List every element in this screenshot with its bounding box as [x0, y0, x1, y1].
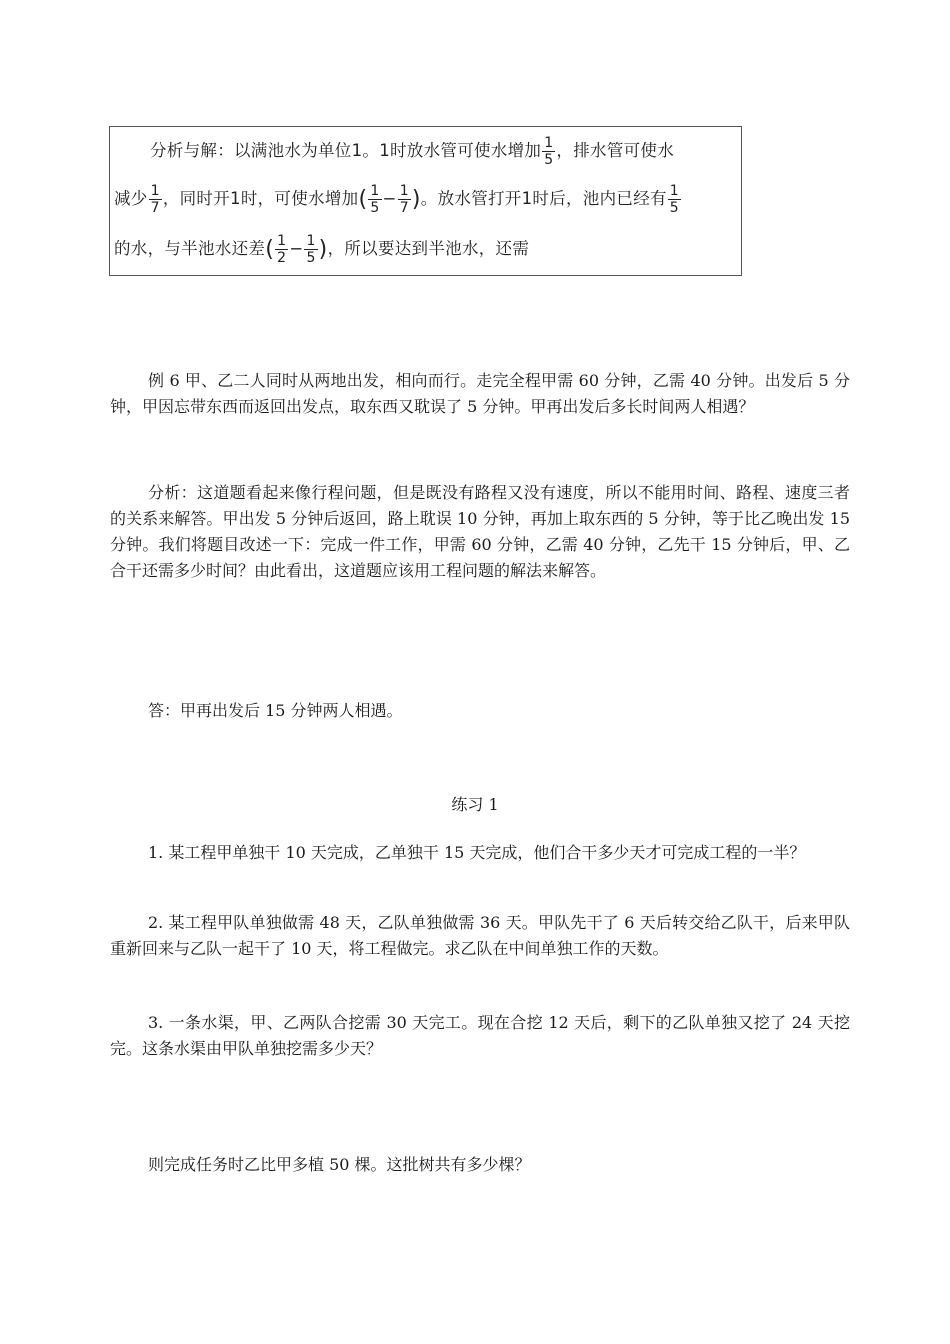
- exercise-title: 练习 1: [451, 795, 499, 814]
- denominator: 7: [150, 200, 160, 216]
- fraction: [668, 183, 681, 216]
- analysis-paragraph: 分析：这道题看起来像行程问题，但是既没有路程又没有速度，所以不能用时间、路程、速度三者的关系来解答。甲出发 5 分钟后返回，路上耽误 10 分钟，再加上取东西的 5 分钟，等于比乙晚出发 15 分钟。我们将题目改述一下：完成一件工作，甲需 60 分钟，乙需 40 分钟，乙先干 15 分钟后，甲、乙合干还需多少时间？由此看出，这道题应该用工程问题的解法来解答。: [110, 483, 850, 580]
- numerator: 1: [150, 183, 160, 199]
- denominator: 7: [399, 200, 409, 216]
- fraction: [304, 233, 317, 266]
- paren-open: (: [265, 237, 275, 262]
- minus-sign: −: [382, 189, 397, 208]
- fraction: [542, 135, 555, 168]
- numerator: 1: [669, 183, 680, 199]
- denominator: 5: [306, 250, 316, 266]
- fraction: [398, 183, 411, 216]
- fraction: [368, 183, 381, 216]
- paren-open: (: [358, 187, 368, 212]
- box-line-1: [150, 135, 674, 168]
- answer-paragraph: 答：甲再出发后 15 分钟两人相遇。: [148, 701, 403, 720]
- question-2: 2. 某工程甲队单独做需 48 天，乙队单独做需 36 天。甲队先干了 6 天后转交给乙队干，后来甲队重新回来与乙队一起干了 10 天，将工程做完。求乙队在中间单独工作的天数。: [110, 913, 850, 958]
- tail-paragraph: 则完成任务时乙比甲多植 50 棵。这批树共有多少棵？: [148, 1155, 531, 1174]
- question-3: 3. 一条水渠，甲、乙两队合挖需 30 天完工。现在合挖 12 天后，剩下的乙队单独又挖了 24 天挖完。这条水渠由甲队单独挖需多少天？: [110, 1013, 850, 1058]
- numerator: 1: [370, 183, 380, 199]
- box-text: ，所以要达到半池水，还需: [327, 239, 530, 258]
- numerator: 1: [277, 233, 287, 249]
- paren-close: ): [318, 237, 328, 262]
- numerator: 1: [399, 183, 409, 199]
- fraction: [149, 183, 162, 216]
- minus-sign: −: [289, 239, 304, 258]
- box-line-3: [114, 233, 529, 266]
- box-text: ，同时开1时，可使水增加: [162, 189, 359, 208]
- numerator: 1: [306, 233, 316, 249]
- question-1: 1. 某工程甲单独干 10 天完成，乙单独干 15 天完成，他们合干多少天才可完成工程的一半？: [148, 843, 806, 862]
- denominator: 5: [370, 200, 380, 216]
- denominator: 5: [544, 152, 554, 168]
- numerator: 1: [544, 135, 554, 151]
- box-text: 的水，与半池水还差: [114, 239, 266, 258]
- box-text: 分析与解：以满池水为单位1。1时放水管可使水增加: [150, 141, 542, 160]
- box-line-2: [114, 183, 682, 216]
- denominator: 5: [669, 200, 680, 216]
- box-text: ，排水管可使水: [556, 141, 675, 160]
- example-6-paragraph: 例 6 甲、乙二人同时从两地出发，相向而行。走完全程甲需 60 分钟，乙需 40 分钟。出发后 5 分钟，甲因忘带东西而返回出发点，取东西又耽误了 5 分钟。甲再出发后多长时间两人相遇？: [110, 371, 850, 416]
- box-text: 减少: [114, 189, 148, 208]
- analysis-solution-box: [109, 126, 742, 276]
- box-text: 。放水管打开1时后，池内已经有: [420, 189, 667, 208]
- paren-close: ): [411, 187, 421, 212]
- fraction: [275, 233, 288, 266]
- denominator: 2: [277, 250, 287, 266]
